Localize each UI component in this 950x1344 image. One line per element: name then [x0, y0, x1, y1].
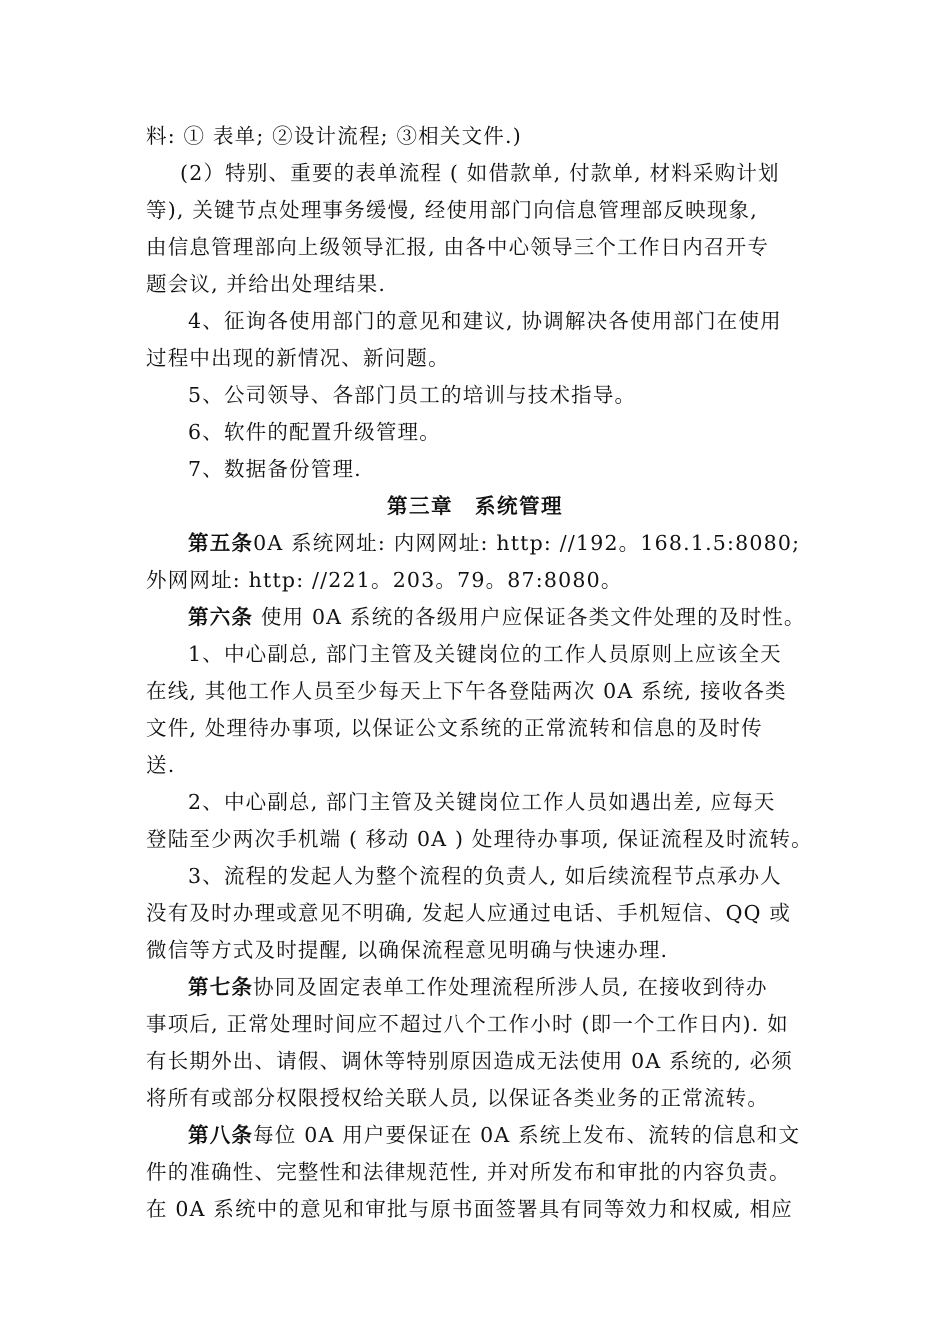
- article-label: 第五条: [188, 531, 254, 555]
- text-line: 将所有或部分权限授权给关联人员, 以保证各类业务的正常流转。: [146, 1086, 770, 1110]
- text-line: 等), 关键节点处理事务缓慢, 经使用部门向信息管理部反映现象,: [146, 198, 758, 222]
- text-line: 在 0A 系统中的意见和审批与原书面签署具有同等效力和权威, 相应: [146, 1197, 794, 1221]
- article-text: 0A 系统网址: 内网网址: http: //192。168.1.5:8080;: [253, 531, 801, 555]
- text-line: 在线, 其他工作人员至少每天上下午各登陆两次 0A 系统, 接收各类: [146, 679, 787, 703]
- text-line: 3、流程的发起人为整个流程的负责人, 如后续流程节点承办人: [188, 864, 782, 888]
- text-line: 题会议, 并给出处理结果.: [146, 272, 387, 296]
- text-line: 由信息管理部向上级领导汇报, 由各中心领导三个工作日内召开专: [146, 235, 770, 259]
- article-text: 使用 0A 系统的各级用户应保证各类文件处理的及时性。: [253, 605, 806, 629]
- text-line: 没有及时办理或意见不明确, 发起人应通过电话、手机短信、QQ 或: [146, 901, 792, 925]
- text-line: 微信等方式及时提醒, 以确保流程意见明确与快速办理.: [146, 938, 669, 962]
- text-line: 1、中心副总, 部门主管及关键岗位的工作人员原则上应该全天: [188, 642, 782, 666]
- text-line: 送.: [146, 753, 176, 777]
- text-line: 登陆至少两次手机端 ( 移动 0A ) 处理待办事项, 保证流程及时流转。: [146, 827, 813, 851]
- text-line: 2、中心副总, 部门主管及关键岗位工作人员如遇出差, 应每天: [188, 790, 776, 814]
- chapter-title: 第三章 系统管理: [387, 494, 563, 518]
- text-line: 过程中出现的新情况、新问题。: [146, 346, 450, 370]
- text-line: 有长期外出、请假、调休等特别原因造成无法使用 0A 系统的, 必须: [146, 1049, 794, 1073]
- article-text: 协同及固定表单工作处理流程所涉人员, 在接收到待办: [253, 975, 768, 999]
- article-6-line: [188, 599, 811, 635]
- text-line: 件的准确性、完整性和法律规范性, 并对所发布和审批的内容负责。: [146, 1160, 791, 1184]
- text-line: 事项后, 正常处理时间应不超过八个工作小时 (即一个工作日内). 如: [146, 1012, 789, 1036]
- article-5-line: [188, 525, 811, 561]
- article-label: 第六条: [188, 605, 254, 629]
- article-8-line: [188, 1117, 811, 1153]
- text-line: 文件, 处理待办事项, 以保证公文系统的正常流转和信息的及时传: [146, 716, 763, 740]
- text-line: 4、征询各使用部门的意见和建议, 协调解决各使用部门在使用: [188, 309, 782, 333]
- text-line: 7、数据备份管理.: [188, 457, 362, 481]
- article-7-line: [188, 969, 811, 1005]
- article-label: 第八条: [188, 1123, 254, 1147]
- text-line: 6、软件的配置升级管理。: [188, 420, 441, 444]
- text-line: 料: ① 表单; ②设计流程; ③相关文件.): [146, 124, 522, 148]
- article-text: 每位 0A 用户要保证在 0A 系统上发布、流转的信息和文: [253, 1123, 801, 1147]
- text-line: (2）特别、重要的表单流程 ( 如借款单, 付款单, 材料采购计划: [180, 161, 780, 185]
- article-label: 第七条: [188, 975, 254, 999]
- text-line: 外网网址: http: //221。203。79。87:8080。: [146, 568, 623, 592]
- text-line: 5、公司领导、各部门员工的培训与技术指导。: [188, 383, 637, 407]
